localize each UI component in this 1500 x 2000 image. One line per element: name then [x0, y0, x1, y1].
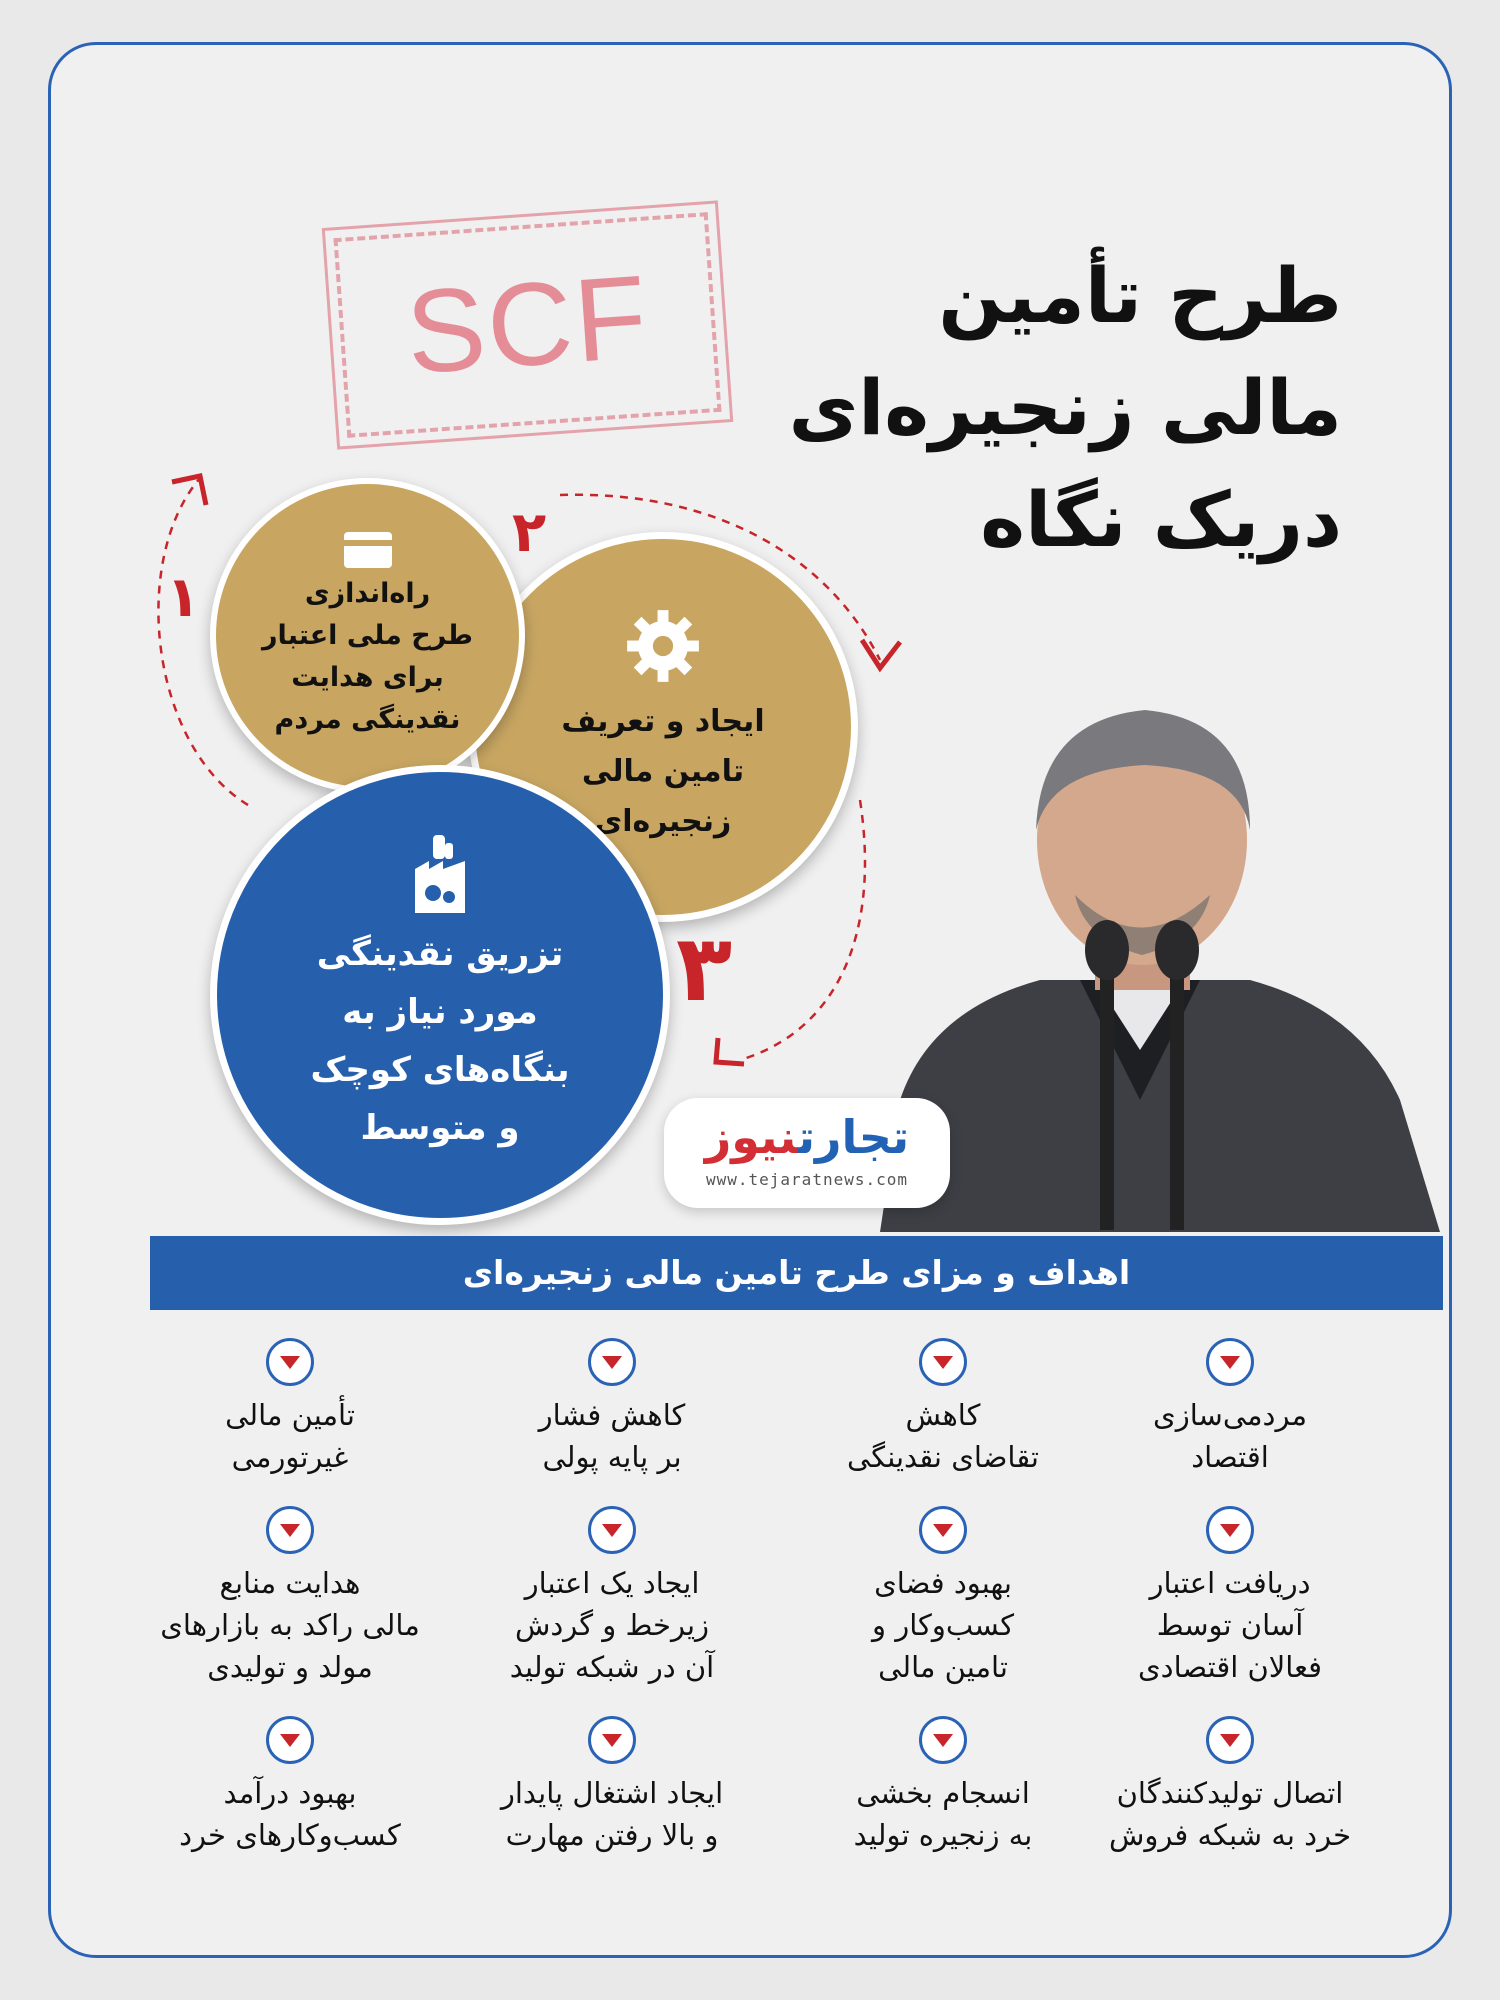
title-line-1: طرح تأمین	[938, 251, 1342, 340]
goal-item	[457, 1338, 767, 1478]
goal-text-line: مردمی‌سازی	[1153, 1398, 1307, 1432]
goal-text-line: تقاضای نقدینگی	[847, 1440, 1039, 1474]
step-number-1: ۱	[166, 565, 201, 630]
goal-text-line: ایجاد یک اعتبار	[524, 1566, 700, 1600]
goal-text-line: مالی راکد به بازارهای	[160, 1608, 420, 1642]
goal-text-line: کسب‌وکار و	[871, 1608, 1015, 1642]
tejaratnews-logo	[664, 1098, 950, 1208]
check-icon	[266, 1338, 314, 1386]
check-icon	[588, 1716, 636, 1764]
step-2-line-1: ایجاد و تعریف	[561, 704, 765, 739]
step-1-line-4: نقدینگی مردم	[274, 703, 461, 735]
goal-text-line: آن در شبکه تولید	[509, 1650, 715, 1684]
goal-text-line: مولد و تولیدی	[207, 1650, 373, 1684]
goal-text-line: غیرتورمی	[231, 1440, 349, 1474]
step-3-line-1: تزریق نقدینگی	[316, 934, 564, 974]
goal-text-line: خرد به شبکه فروش	[1109, 1818, 1351, 1852]
goal-item	[1075, 1338, 1385, 1478]
step-3-line-4: و متوسط	[360, 1108, 520, 1148]
check-icon	[1206, 1716, 1254, 1764]
wallet-icon	[343, 531, 393, 569]
goal-text-line: انسجام بخشی	[856, 1776, 1030, 1810]
logo-url: www.tejaratnews.com	[705, 1170, 909, 1189]
goal-text-line: کاهش فشار	[538, 1398, 686, 1432]
goal-text-line: اتصال تولیدکنندگان	[1116, 1776, 1344, 1810]
title-line-3: دریک نگاه	[980, 475, 1342, 564]
stamp-text: SCF	[402, 250, 653, 400]
step-1-line-3: برای هدایت	[291, 661, 444, 693]
check-icon	[1206, 1338, 1254, 1386]
check-icon	[1206, 1506, 1254, 1554]
goal-text-line: بر پایه پولی	[542, 1440, 682, 1474]
step-3-line-3: بنگاه‌های کوچک	[310, 1050, 570, 1090]
goal-text-line: به زنجیره تولید	[853, 1818, 1033, 1852]
goal-text-line: بهبود فضای	[874, 1566, 1012, 1600]
goal-text-line: زیرخط و گردش	[514, 1608, 710, 1642]
step-number-2: ۲	[512, 500, 547, 565]
goal-text-line: کاهش	[905, 1398, 981, 1432]
goal-item	[788, 1338, 1098, 1478]
check-icon	[266, 1506, 314, 1554]
goal-text-line: هدایت منابع	[219, 1566, 361, 1600]
goal-item	[135, 1716, 445, 1856]
check-icon	[588, 1338, 636, 1386]
check-icon	[919, 1506, 967, 1554]
title-line-2: مالی زنجیره‌ای	[788, 363, 1342, 452]
check-icon	[919, 1716, 967, 1764]
page-title	[642, 240, 1342, 576]
step-3-line-2: مورد نیاز به	[342, 992, 538, 1032]
goal-item	[135, 1338, 445, 1478]
logo-part-1: تجارت	[797, 1110, 910, 1164]
step-2-line-3: زنجیره‌ای	[594, 804, 732, 839]
goals-grid	[150, 1338, 1443, 1878]
logo-part-2: نیوز	[704, 1110, 798, 1164]
goal-text-line: تأمین مالی	[225, 1398, 355, 1432]
factory-icon	[411, 833, 469, 915]
gear-icon	[624, 607, 702, 685]
goal-item	[135, 1506, 445, 1688]
goal-item	[457, 1506, 767, 1688]
goal-text-line: ایجاد اشتغال پایدار	[500, 1776, 724, 1810]
goal-text-line: دریافت اعتبار	[1149, 1566, 1311, 1600]
goal-text-line: اقتصاد	[1191, 1440, 1269, 1474]
step-2-line-2: تامین مالی	[581, 754, 745, 789]
goal-text-line: بهبود درآمد	[223, 1776, 357, 1810]
goals-banner: اهداف و مزای طرح تامین مالی زنجیره‌ای	[150, 1236, 1443, 1310]
check-icon	[919, 1338, 967, 1386]
goal-text-line: فعالان اقتصادی	[1137, 1650, 1322, 1684]
step-3-circle	[210, 765, 670, 1225]
step-number-3: ۳	[676, 915, 733, 1022]
goal-text-line: کسب‌وکارهای خرد	[179, 1818, 401, 1852]
goal-item	[457, 1716, 767, 1856]
step-1-line-1: راه‌اندازی	[304, 577, 431, 609]
check-icon	[588, 1506, 636, 1554]
logo-wordmark	[664, 1104, 950, 1170]
goal-item	[1075, 1506, 1385, 1688]
step-1-line-2: طرح ملی اعتبار	[262, 619, 473, 651]
step-1-circle	[210, 478, 525, 793]
goal-text-line: تامین مالی	[878, 1650, 1008, 1684]
goal-text-line: آسان توسط	[1156, 1608, 1304, 1642]
goal-item	[788, 1506, 1098, 1688]
goal-item	[788, 1716, 1098, 1856]
goal-text-line: و بالا رفتن مهارت	[505, 1818, 719, 1852]
check-icon	[266, 1716, 314, 1764]
goal-item	[1075, 1716, 1385, 1856]
